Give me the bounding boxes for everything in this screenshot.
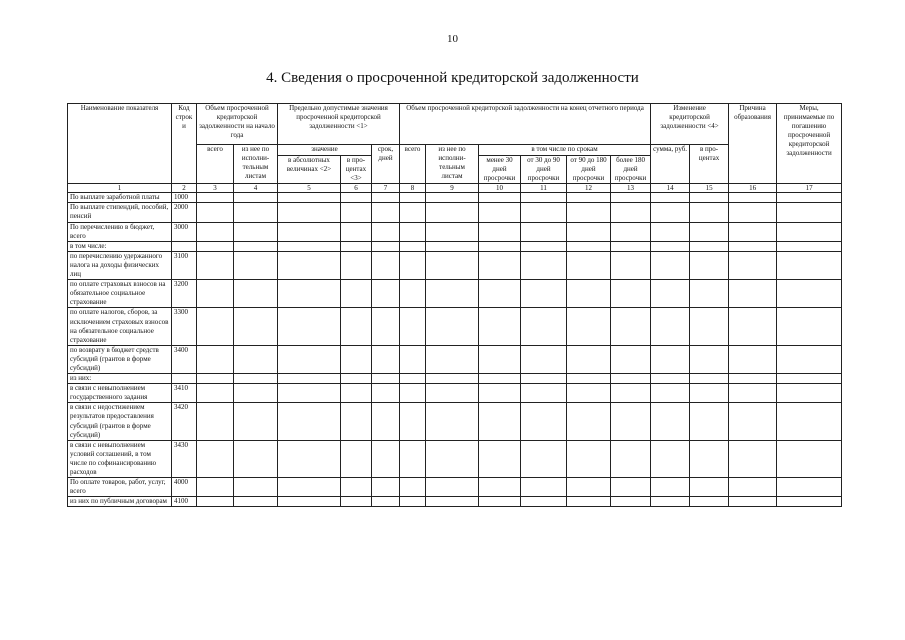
row-cell-col-5	[278, 440, 341, 477]
row-cell-col-3	[197, 251, 234, 279]
row-cell-col-8	[400, 251, 426, 279]
row-cell-col-13	[611, 478, 651, 497]
row-cell-col-8	[400, 478, 426, 497]
header-change: Изменение кредиторской задолженности <4>	[651, 104, 729, 145]
row-cell-col-7	[372, 374, 400, 384]
header-value: значение	[278, 145, 372, 156]
row-cell-col-6	[341, 280, 372, 308]
row-name: По оплате товаров, работ, услуг, всего	[68, 478, 172, 497]
table-row	[68, 497, 842, 507]
row-cell-col-11	[521, 497, 567, 507]
row-cell-col-10	[479, 203, 521, 222]
row-cell-col-16	[729, 384, 777, 403]
row-cell-col-13	[611, 241, 651, 251]
row-cell-col-5	[278, 280, 341, 308]
row-cell-col-13	[611, 203, 651, 222]
row-cell-col-14	[651, 203, 690, 222]
column-number: 12	[567, 184, 611, 193]
column-number: 10	[479, 184, 521, 193]
row-code	[172, 374, 197, 384]
row-name: по оплате страховых взносов на обязательное социальное страхование	[68, 280, 172, 308]
row-cell-col-15	[690, 251, 729, 279]
row-cell-col-4	[234, 497, 278, 507]
row-cell-col-12	[567, 193, 611, 203]
row-cell-col-14	[651, 403, 690, 440]
row-cell-col-10	[479, 308, 521, 345]
row-cell-col-5	[278, 478, 341, 497]
header-allowed-values: Предельно допустимые значения просроченной кредиторской задолженности <1>	[278, 104, 400, 145]
row-cell-col-11	[521, 251, 567, 279]
row-cell-col-6	[341, 308, 372, 345]
row-cell-col-16	[729, 308, 777, 345]
header-sum-rub: сумма, руб.	[651, 145, 690, 184]
row-cell-col-16	[729, 440, 777, 477]
header-90-180: от 90 до 180 дней просрочки	[567, 156, 611, 184]
row-cell-col-12	[567, 374, 611, 384]
row-cell-col-17	[777, 403, 842, 440]
row-cell-col-16	[729, 241, 777, 251]
row-cell-col-7	[372, 203, 400, 222]
row-cell-col-8	[400, 193, 426, 203]
row-cell-col-13	[611, 308, 651, 345]
row-cell-col-12	[567, 203, 611, 222]
row-cell-col-17	[777, 308, 842, 345]
header-in-percent: в про-центах	[690, 145, 729, 184]
row-cell-col-4	[234, 478, 278, 497]
row-cell-col-3	[197, 222, 234, 241]
row-cell-col-13	[611, 374, 651, 384]
row-cell-col-5	[278, 222, 341, 241]
row-cell-col-17	[777, 222, 842, 241]
row-cell-col-10	[479, 440, 521, 477]
row-code: 2000	[172, 203, 197, 222]
row-cell-col-14	[651, 222, 690, 241]
row-cell-col-12	[567, 308, 611, 345]
table-row	[68, 374, 842, 384]
header-gt180: более 180 дней просрочки	[611, 156, 651, 184]
row-cell-col-14	[651, 374, 690, 384]
row-cell-col-9	[426, 478, 479, 497]
row-cell-col-7	[372, 345, 400, 373]
row-cell-col-13	[611, 251, 651, 279]
row-cell-col-3	[197, 497, 234, 507]
row-code: 3410	[172, 384, 197, 403]
row-cell-col-17	[777, 478, 842, 497]
row-cell-col-17	[777, 374, 842, 384]
row-cell-col-11	[521, 203, 567, 222]
row-cell-col-6	[341, 203, 372, 222]
row-code: 3300	[172, 308, 197, 345]
row-cell-col-9	[426, 203, 479, 222]
row-cell-col-9	[426, 251, 479, 279]
row-name: из них по публичным договорам	[68, 497, 172, 507]
row-cell-col-7	[372, 241, 400, 251]
row-cell-col-9	[426, 497, 479, 507]
row-cell-col-12	[567, 222, 611, 241]
row-code: 3430	[172, 440, 197, 477]
row-cell-col-14	[651, 497, 690, 507]
column-number: 9	[426, 184, 479, 193]
row-cell-col-15	[690, 374, 729, 384]
row-cell-col-4	[234, 374, 278, 384]
row-cell-col-3	[197, 478, 234, 497]
row-cell-col-4	[234, 403, 278, 440]
table-body	[68, 193, 842, 507]
row-name: По перечислению в бюджет, всего	[68, 222, 172, 241]
row-cell-col-16	[729, 478, 777, 497]
row-cell-col-17	[777, 241, 842, 251]
row-cell-col-15	[690, 222, 729, 241]
row-cell-col-9	[426, 440, 479, 477]
row-cell-col-9	[426, 222, 479, 241]
row-cell-col-3	[197, 345, 234, 373]
row-cell-col-6	[341, 251, 372, 279]
row-cell-col-3	[197, 308, 234, 345]
row-cell-col-8	[400, 374, 426, 384]
column-number: 4	[234, 184, 278, 193]
row-cell-col-11	[521, 193, 567, 203]
row-name: в том числе:	[68, 241, 172, 251]
row-cell-col-16	[729, 222, 777, 241]
row-cell-col-9	[426, 193, 479, 203]
row-cell-col-15	[690, 384, 729, 403]
header-end-total: всего	[400, 145, 426, 184]
row-cell-col-8	[400, 403, 426, 440]
row-cell-col-12	[567, 241, 611, 251]
row-cell-col-17	[777, 345, 842, 373]
header-end-volume: Объем просроченной кредиторской задолженности на конец отчетного периода	[400, 104, 651, 145]
row-name: в связи с недостижением результатов предоставления субсидий (грантов в форме субсидий)	[68, 403, 172, 440]
row-cell-col-6	[341, 222, 372, 241]
row-cell-col-4	[234, 384, 278, 403]
row-cell-col-8	[400, 280, 426, 308]
row-cell-col-14	[651, 251, 690, 279]
row-cell-col-14	[651, 345, 690, 373]
row-cell-col-16	[729, 345, 777, 373]
column-number: 15	[690, 184, 729, 193]
table-row	[68, 308, 842, 345]
row-cell-col-17	[777, 384, 842, 403]
row-cell-col-3	[197, 280, 234, 308]
row-cell-col-5	[278, 241, 341, 251]
column-number: 13	[611, 184, 651, 193]
row-code	[172, 241, 197, 251]
row-code: 4100	[172, 497, 197, 507]
header-percent: в про-центах <3>	[341, 156, 372, 184]
row-code: 3200	[172, 280, 197, 308]
overdue-payables-table	[67, 103, 842, 507]
row-cell-col-17	[777, 203, 842, 222]
header-measures: Меры, принимаемые по погашению просроченной кредиторской задолженности	[777, 104, 842, 184]
row-cell-col-17	[777, 280, 842, 308]
row-cell-col-6	[341, 403, 372, 440]
row-cell-col-8	[400, 203, 426, 222]
header-reason: Причина образования	[729, 104, 777, 184]
row-cell-col-17	[777, 251, 842, 279]
row-cell-col-7	[372, 280, 400, 308]
row-cell-col-14	[651, 308, 690, 345]
column-number: 8	[400, 184, 426, 193]
row-cell-col-14	[651, 280, 690, 308]
column-number: 17	[777, 184, 842, 193]
row-cell-col-12	[567, 251, 611, 279]
row-cell-col-15	[690, 241, 729, 251]
row-cell-col-8	[400, 241, 426, 251]
row-cell-col-4	[234, 203, 278, 222]
row-cell-col-4	[234, 308, 278, 345]
row-cell-col-4	[234, 193, 278, 203]
row-cell-col-7	[372, 497, 400, 507]
page-number: 10	[447, 33, 458, 45]
header-lt30: менее 30 дней просрочки	[479, 156, 521, 184]
row-cell-col-10	[479, 374, 521, 384]
row-cell-col-6	[341, 374, 372, 384]
row-cell-col-16	[729, 403, 777, 440]
row-cell-col-6	[341, 384, 372, 403]
header-start-total: всего	[197, 145, 234, 184]
row-cell-col-11	[521, 345, 567, 373]
row-cell-col-11	[521, 308, 567, 345]
row-cell-col-16	[729, 280, 777, 308]
row-cell-col-15	[690, 193, 729, 203]
header-term: срок, дней	[372, 145, 400, 184]
row-cell-col-3	[197, 203, 234, 222]
row-cell-col-16	[729, 193, 777, 203]
row-cell-col-12	[567, 384, 611, 403]
row-cell-col-4	[234, 241, 278, 251]
row-cell-col-7	[372, 384, 400, 403]
header-start-volume: Объем просроченной кредиторской задолженности на начало года	[197, 104, 278, 145]
row-cell-col-8	[400, 497, 426, 507]
row-cell-col-12	[567, 478, 611, 497]
row-cell-col-15	[690, 497, 729, 507]
row-cell-col-3	[197, 384, 234, 403]
row-name: по возврату в бюджет средств субсидий (грантов в форме субсидий)	[68, 345, 172, 373]
row-cell-col-17	[777, 497, 842, 507]
row-cell-col-13	[611, 280, 651, 308]
row-cell-col-8	[400, 440, 426, 477]
header-end-writs: из нее по исполни-тельным листам	[426, 145, 479, 184]
row-cell-col-11	[521, 384, 567, 403]
row-cell-col-10	[479, 384, 521, 403]
row-cell-col-5	[278, 384, 341, 403]
row-cell-col-3	[197, 403, 234, 440]
row-cell-col-12	[567, 497, 611, 507]
row-cell-col-11	[521, 241, 567, 251]
row-cell-col-10	[479, 345, 521, 373]
row-cell-col-14	[651, 478, 690, 497]
row-cell-col-16	[729, 251, 777, 279]
row-cell-col-3	[197, 241, 234, 251]
row-cell-col-13	[611, 440, 651, 477]
row-cell-col-7	[372, 440, 400, 477]
row-cell-col-15	[690, 345, 729, 373]
header-absolute: в абсолютных величинах <2>	[278, 156, 341, 184]
header-30-90: от 30 до 90 дней просрочки	[521, 156, 567, 184]
column-numbers-row	[68, 184, 842, 193]
row-cell-col-10	[479, 478, 521, 497]
table-row	[68, 241, 842, 251]
row-cell-col-5	[278, 203, 341, 222]
column-number: 6	[341, 184, 372, 193]
row-cell-col-12	[567, 280, 611, 308]
row-code: 3000	[172, 222, 197, 241]
row-cell-col-8	[400, 222, 426, 241]
row-cell-col-10	[479, 251, 521, 279]
row-cell-col-8	[400, 308, 426, 345]
row-cell-col-12	[567, 440, 611, 477]
row-cell-col-11	[521, 440, 567, 477]
row-cell-col-11	[521, 403, 567, 440]
row-cell-col-4	[234, 251, 278, 279]
row-cell-col-5	[278, 308, 341, 345]
row-cell-col-6	[341, 497, 372, 507]
row-cell-col-15	[690, 203, 729, 222]
table-row	[68, 222, 842, 241]
row-cell-col-17	[777, 440, 842, 477]
row-cell-col-12	[567, 345, 611, 373]
row-cell-col-9	[426, 345, 479, 373]
row-cell-col-17	[777, 193, 842, 203]
table-row	[68, 203, 842, 222]
row-cell-col-11	[521, 222, 567, 241]
row-cell-col-6	[341, 193, 372, 203]
row-cell-col-5	[278, 345, 341, 373]
row-cell-col-5	[278, 497, 341, 507]
row-cell-col-9	[426, 308, 479, 345]
row-cell-col-5	[278, 251, 341, 279]
row-cell-col-14	[651, 440, 690, 477]
table-row	[68, 193, 842, 203]
row-cell-col-15	[690, 308, 729, 345]
row-cell-col-9	[426, 403, 479, 440]
row-cell-col-10	[479, 222, 521, 241]
row-cell-col-10	[479, 497, 521, 507]
row-cell-col-16	[729, 374, 777, 384]
column-number: 7	[372, 184, 400, 193]
row-name: в связи с невыполнением условий соглашений, в том числе по софинансированию расходов	[68, 440, 172, 477]
row-code: 4000	[172, 478, 197, 497]
row-name: По выплате заработной платы	[68, 193, 172, 203]
row-cell-col-16	[729, 203, 777, 222]
row-cell-col-4	[234, 280, 278, 308]
table-row	[68, 251, 842, 279]
row-cell-col-12	[567, 403, 611, 440]
row-code: 3400	[172, 345, 197, 373]
row-cell-col-9	[426, 280, 479, 308]
row-cell-col-15	[690, 440, 729, 477]
table-row	[68, 403, 842, 440]
row-cell-col-7	[372, 308, 400, 345]
row-name: из них:	[68, 374, 172, 384]
row-cell-col-8	[400, 345, 426, 373]
row-cell-col-11	[521, 478, 567, 497]
row-cell-col-7	[372, 478, 400, 497]
row-cell-col-8	[400, 384, 426, 403]
row-cell-col-6	[341, 241, 372, 251]
row-cell-col-16	[729, 497, 777, 507]
header-start-writs: из нее по исполни-тельным листам	[234, 145, 278, 184]
table-row	[68, 345, 842, 373]
row-cell-col-3	[197, 440, 234, 477]
row-name: по перечислению удержанного налога на доходы физических лиц	[68, 251, 172, 279]
row-cell-col-5	[278, 374, 341, 384]
table-row	[68, 384, 842, 403]
row-code: 3100	[172, 251, 197, 279]
row-cell-col-11	[521, 280, 567, 308]
row-name: По выплате стипендий, пособий, пенсий	[68, 203, 172, 222]
row-cell-col-6	[341, 345, 372, 373]
row-cell-col-13	[611, 497, 651, 507]
row-cell-col-10	[479, 193, 521, 203]
row-cell-col-9	[426, 384, 479, 403]
row-cell-col-13	[611, 345, 651, 373]
row-cell-col-13	[611, 384, 651, 403]
row-cell-col-7	[372, 251, 400, 279]
row-cell-col-10	[479, 280, 521, 308]
table-row	[68, 280, 842, 308]
table-row	[68, 478, 842, 497]
row-cell-col-7	[372, 403, 400, 440]
row-cell-col-13	[611, 193, 651, 203]
row-cell-col-11	[521, 374, 567, 384]
row-cell-col-3	[197, 193, 234, 203]
column-number: 11	[521, 184, 567, 193]
row-cell-col-7	[372, 222, 400, 241]
row-cell-col-10	[479, 241, 521, 251]
column-number: 16	[729, 184, 777, 193]
row-cell-col-14	[651, 384, 690, 403]
row-cell-col-6	[341, 478, 372, 497]
row-code: 3420	[172, 403, 197, 440]
row-cell-col-7	[372, 193, 400, 203]
row-cell-col-13	[611, 222, 651, 241]
row-cell-col-14	[651, 241, 690, 251]
row-cell-col-14	[651, 193, 690, 203]
header-code: Код строки	[172, 104, 197, 184]
row-cell-col-9	[426, 374, 479, 384]
row-cell-col-9	[426, 241, 479, 251]
column-number: 1	[68, 184, 172, 193]
row-cell-col-4	[234, 345, 278, 373]
column-number: 5	[278, 184, 341, 193]
row-cell-col-5	[278, 193, 341, 203]
page-title: 4. Сведения о просроченной кредиторской задолженности	[266, 70, 639, 86]
header-indicator: Наименование показателя	[68, 104, 172, 184]
row-name: в связи с невыполнением государственного задания	[68, 384, 172, 403]
row-cell-col-15	[690, 478, 729, 497]
row-cell-col-15	[690, 403, 729, 440]
table-row	[68, 440, 842, 477]
row-code: 1000	[172, 193, 197, 203]
row-cell-col-13	[611, 403, 651, 440]
column-number: 14	[651, 184, 690, 193]
row-cell-col-6	[341, 440, 372, 477]
column-number: 3	[197, 184, 234, 193]
header-by-terms: в том числе по срокам	[479, 145, 651, 156]
row-cell-col-4	[234, 440, 278, 477]
row-cell-col-15	[690, 280, 729, 308]
row-name: по оплате налогов, сборов, за исключением страховых взносов на обязательное социальное страхование	[68, 308, 172, 345]
row-cell-col-5	[278, 403, 341, 440]
row-cell-col-4	[234, 222, 278, 241]
column-number: 2	[172, 184, 197, 193]
row-cell-col-10	[479, 403, 521, 440]
row-cell-col-3	[197, 374, 234, 384]
